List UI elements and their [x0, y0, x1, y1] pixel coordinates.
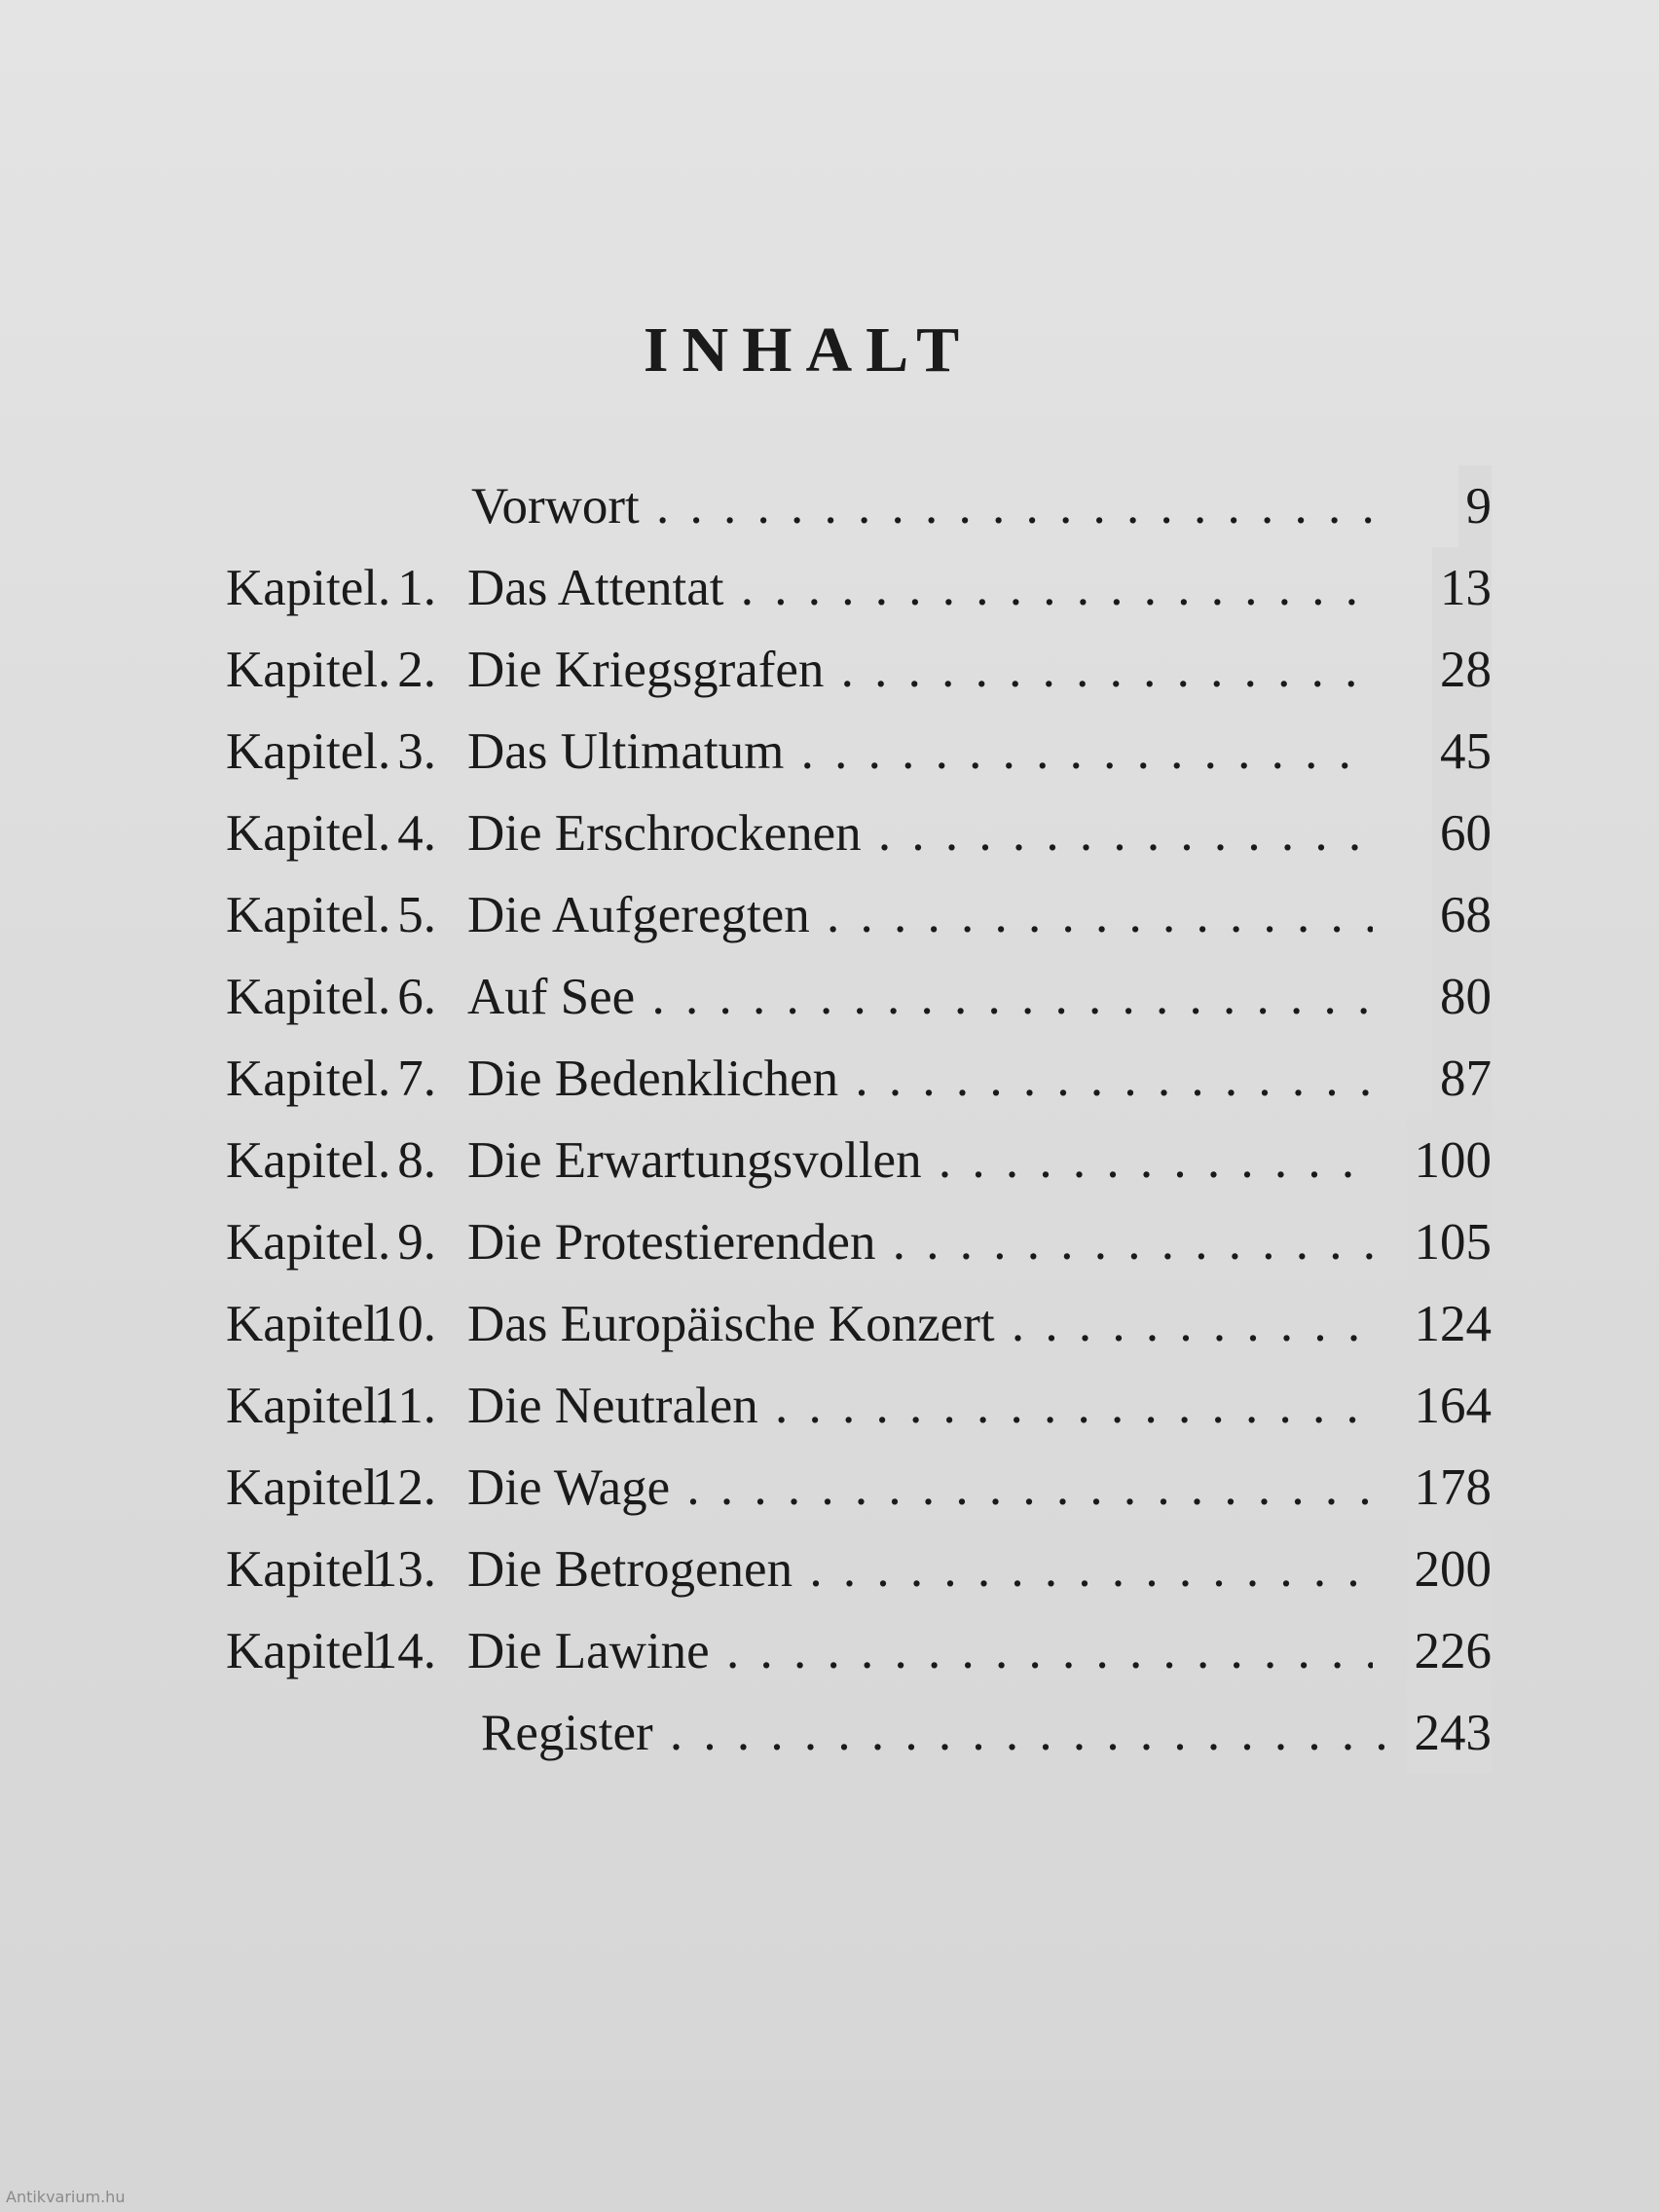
page-number: 124	[1407, 1283, 1493, 1365]
chapter-title: Die Wage . . .	[467, 1447, 1373, 1529]
page-title: INHALT	[643, 314, 974, 386]
chapter-number: 5.	[397, 887, 436, 943]
page-number: 100	[1407, 1120, 1493, 1201]
toc-entry[interactable]	[0, 711, 1659, 793]
chapter-number: 1.	[397, 560, 436, 616]
chapter-number: 7.	[397, 1051, 436, 1107]
page-number: 200	[1407, 1529, 1493, 1610]
toc-entry[interactable]	[0, 1038, 1659, 1120]
chapter-title: Die Betrogenen . . .	[467, 1529, 1373, 1610]
chapter-number: 4.	[397, 805, 436, 862]
chapter-label: Kapitel.	[226, 1296, 391, 1352]
chapter-number: 6.	[397, 969, 436, 1025]
page-number: 80	[1432, 956, 1492, 1038]
chapter-label: Kapitel.	[226, 1214, 391, 1271]
toc-entry[interactable]	[0, 1529, 1659, 1610]
chapter-label: Kapitel.	[226, 969, 391, 1025]
toc-entry-vorwort[interactable]	[0, 465, 1659, 547]
toc-entry[interactable]	[0, 956, 1659, 1038]
chapter-label: Kapitel.	[226, 1132, 391, 1189]
chapter-title: Die Bedenklichen . . .	[467, 1038, 1373, 1120]
toc-entry[interactable]	[0, 1365, 1659, 1447]
toc-entry[interactable]	[0, 1201, 1659, 1283]
toc-entry-register[interactable]	[0, 1692, 1659, 1774]
page-number: 164	[1407, 1365, 1493, 1447]
page-number: 105	[1407, 1201, 1493, 1283]
page-number: 87	[1432, 1038, 1492, 1120]
table-of-contents	[0, 465, 1659, 1774]
chapter-title: Das Attentat . . .	[467, 547, 1373, 629]
chapter-label: Kapitel.	[226, 805, 391, 862]
toc-entry[interactable]	[0, 1120, 1659, 1201]
chapter-label: Kapitel.	[226, 560, 391, 616]
toc-entry[interactable]	[0, 1610, 1659, 1692]
chapter-number: 11.	[373, 1378, 436, 1434]
toc-entry[interactable]	[0, 547, 1659, 629]
watermark: Antikvarium.hu	[6, 2188, 126, 2206]
chapter-number: 12.	[371, 1459, 436, 1516]
chapter-title: Vorwort . . .	[471, 465, 1377, 547]
chapter-label: Kapitel.	[226, 723, 391, 780]
page-number: 13	[1432, 547, 1492, 629]
chapter-title: Die Aufgeregten . . .	[467, 874, 1373, 956]
chapter-label: Kapitel.	[226, 1459, 391, 1516]
chapter-number: 3.	[397, 723, 436, 780]
chapter-label: Kapitel.	[226, 1541, 391, 1598]
page-number: 243	[1407, 1692, 1493, 1774]
page-number: 60	[1432, 793, 1492, 874]
chapter-title: Register . . .	[481, 1692, 1386, 1774]
chapter-number: 13.	[371, 1541, 436, 1598]
chapter-label: Kapitel.	[226, 887, 391, 943]
page-number: 68	[1432, 874, 1492, 956]
chapter-number: 8.	[397, 1132, 436, 1189]
page-number: 9	[1458, 465, 1493, 547]
chapter-title: Das Europäische Konzert . . .	[467, 1283, 1373, 1365]
page-number: 226	[1407, 1610, 1493, 1692]
chapter-title: Die Protestierenden . . .	[467, 1201, 1373, 1283]
toc-entry[interactable]	[0, 629, 1659, 711]
chapter-title: Auf See . . .	[467, 956, 1373, 1038]
toc-entry[interactable]	[0, 1283, 1659, 1365]
toc-entry[interactable]	[0, 793, 1659, 874]
page-number: 178	[1407, 1447, 1493, 1529]
chapter-number: 2.	[397, 642, 436, 698]
chapter-label: Kapitel.	[226, 1623, 391, 1679]
chapter-number: 9.	[397, 1214, 436, 1271]
chapter-number: 14.	[371, 1623, 436, 1679]
chapter-title: Die Erwartungsvollen . . .	[467, 1120, 1373, 1201]
chapter-label: Kapitel.	[226, 1378, 391, 1434]
chapter-title: Die Kriegsgrafen . . .	[467, 629, 1373, 711]
chapter-title: Die Erschrockenen . . .	[467, 793, 1373, 874]
chapter-number: 10.	[371, 1296, 436, 1352]
page-number: 45	[1432, 711, 1492, 793]
chapter-title: Die Neutralen . . .	[467, 1365, 1373, 1447]
toc-entry[interactable]	[0, 874, 1659, 956]
toc-entry[interactable]	[0, 1447, 1659, 1529]
chapter-label: Kapitel.	[226, 1051, 391, 1107]
chapter-label: Kapitel.	[226, 642, 391, 698]
chapter-title: Die Lawine . . .	[467, 1610, 1373, 1692]
page-number: 28	[1432, 629, 1492, 711]
chapter-title: Das Ultimatum . . .	[467, 711, 1373, 793]
